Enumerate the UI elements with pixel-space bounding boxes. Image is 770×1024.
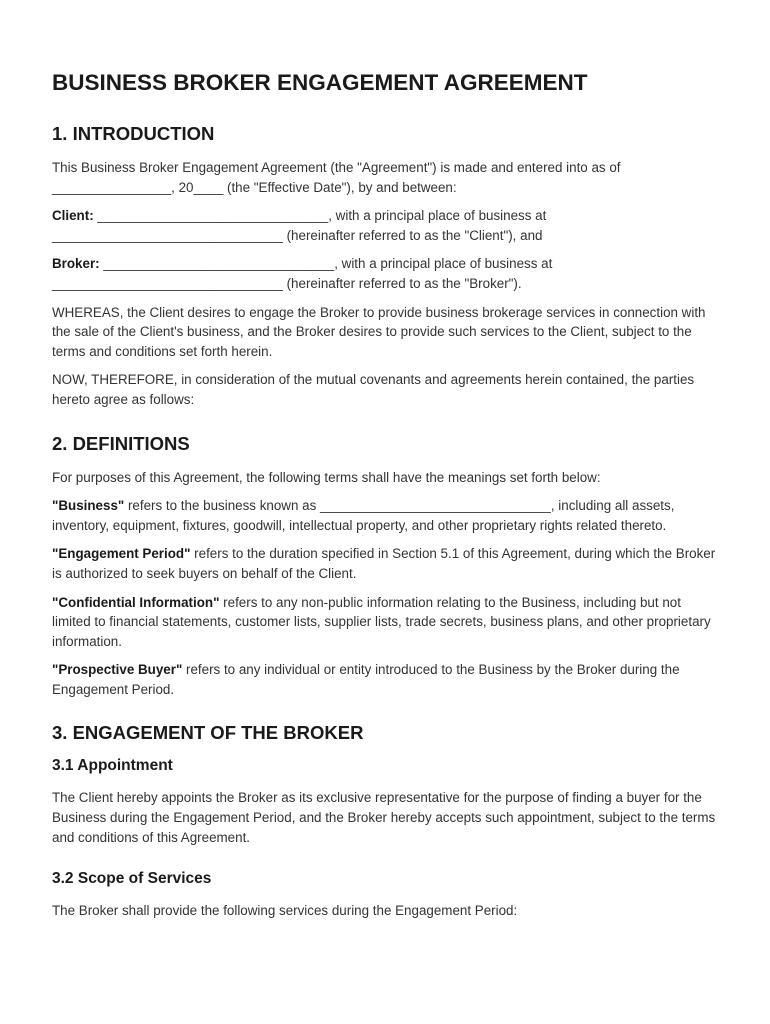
appointment-paragraph: The Client hereby appoints the Broker as its exclusive representative for the purpose of finding a buyer for the Business during the Engagement Period, and the Broker hereby accepts such appointment, subject to the terms and conditions of this Agreement.: [52, 790, 716, 845]
definition-item: [52, 544, 720, 583]
subsection-heading-scope: 3.2 Scope of Services: [52, 870, 212, 888]
scope-paragraph: The Broker shall provide the following services during the Engagement Period:: [52, 903, 518, 919]
definition-term: "Prospective Buyer": [52, 662, 183, 678]
definition-text: refers to the business known as _______________________________, including all assets, inventory, equipment, fixtures, goodwill, intellectual property, and other proprietary rights related thereto.: [52, 498, 675, 533]
client-paragraph: [52, 206, 720, 245]
definition-text: refers to any individual or entity introduced to the Business by the Broker during the Engagement Period.: [52, 662, 680, 697]
section-heading-definitions: 2. DEFINITIONS: [52, 432, 190, 454]
definitions-intro: For purposes of this Agreement, the following terms shall have the meanings set forth below:: [52, 469, 601, 485]
section-heading-introduction: 1. INTRODUCTION: [52, 123, 215, 144]
section-engagement: [52, 722, 720, 920]
broker-paragraph: [52, 254, 720, 293]
definition-item: [52, 593, 720, 652]
definition-text: refers to the duration specified in Section 5.1 of this Agreement, during which the Broker is authorized to seek buyers on behalf of the Client.: [52, 546, 716, 581]
broker-text: _______________________________, with a principal place of business at _______________________________ (hereinafter referred to as the "Broker").: [52, 256, 553, 291]
document-title: BUSINESS BROKER ENGAGEMENT AGREEMENT: [52, 70, 588, 95]
now-therefore-paragraph: NOW, THEREFORE, in consideration of the mutual covenants and agreements herein contained, the parties hereto agree as follows:: [52, 372, 695, 407]
client-text: _______________________________, with a principal place of business at _______________________________ (hereinafter referred to as the "Client"), and: [52, 208, 547, 243]
definition-item: [52, 660, 720, 699]
subsection-heading-appointment: 3.1 Appointment: [52, 757, 173, 775]
section-definitions: [52, 433, 720, 700]
definition-item: [52, 496, 720, 535]
definition-term: "Confidential Information": [52, 594, 220, 610]
section-heading-engagement: 3. ENGAGEMENT OF THE BROKER: [52, 722, 364, 744]
definition-text: refers to any non-public information relating to the Business, including but not limited to financial statements, customer lists, supplier lists, trade secrets, business plans, and other proprietary information.: [52, 594, 711, 649]
broker-label: Broker:: [52, 256, 100, 272]
definition-term: "Business": [52, 498, 125, 514]
intro-paragraph: This Business Broker Engagement Agreement (the "Agreement") is made and entered into as of ________________, 20____ (the "Effective Date"), by and between:: [52, 160, 621, 195]
whereas-paragraph: WHEREAS, the Client desires to engage the Broker to provide business brokerage services in connection with the sale of the Client's business, and the Broker desires to provide such services to the Client, subject to the terms and conditions set forth herein.: [52, 304, 706, 359]
definition-term: "Engagement Period": [52, 546, 191, 562]
client-label: Client:: [52, 208, 94, 224]
section-introduction: [52, 123, 720, 410]
